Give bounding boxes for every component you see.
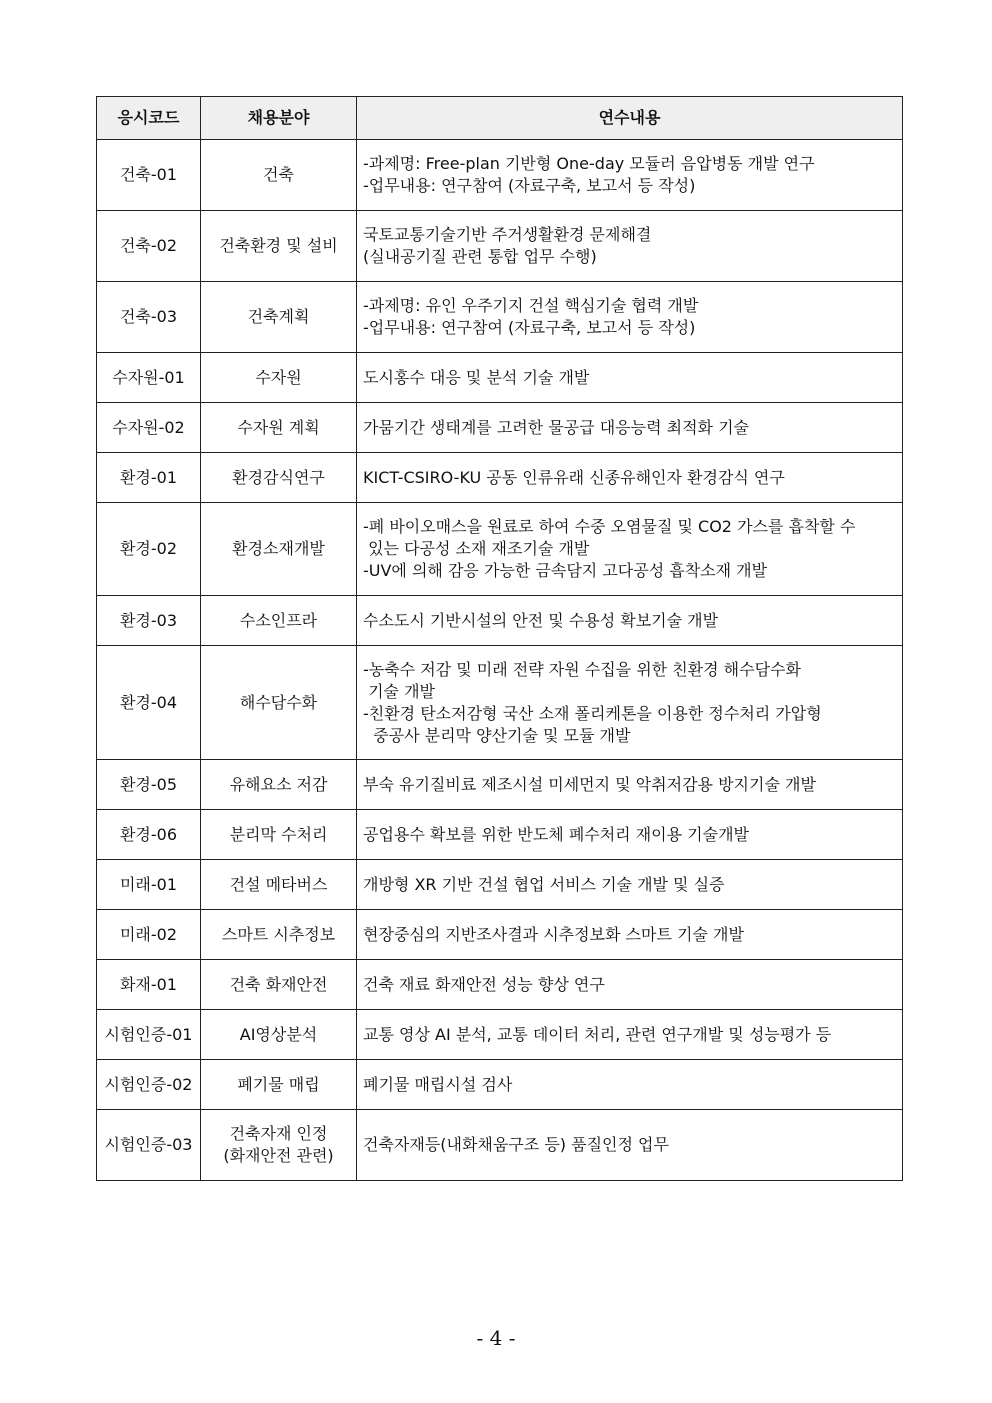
hiring-field: 건설 메타버스 bbox=[201, 860, 357, 910]
training-content: -농축수 저감 및 미래 전략 자원 수집을 위한 친환경 해수담수화 기술 개발 -친환경 탄소저감형 국산 소재 폴리케톤을 이용한 정수처리 가압형 중공사 분리막 양산기술 및 모듈 개발 bbox=[357, 646, 903, 760]
table-row bbox=[97, 1060, 903, 1110]
training-content: -폐 바이오매스을 원료로 하여 수중 오염물질 및 CO2 가스를 흡착할 수 있는 다공성 소재 재조기술 개발 -UV에 의해 감응 가능한 금속담지 고다공성 흡착소재 개발 bbox=[357, 503, 903, 596]
exam-code: 환경-02 bbox=[97, 503, 201, 596]
header-field: 채용분야 bbox=[201, 97, 357, 140]
exam-code: 환경-03 bbox=[97, 596, 201, 646]
training-content: 수소도시 기반시설의 안전 및 수용성 확보기술 개발 bbox=[357, 596, 903, 646]
training-content: 건축자재등(내화채움구조 등) 품질인정 업무 bbox=[357, 1110, 903, 1181]
table-row bbox=[97, 1110, 903, 1181]
exam-code: 미래-01 bbox=[97, 860, 201, 910]
table-row bbox=[97, 453, 903, 503]
exam-code: 환경-06 bbox=[97, 810, 201, 860]
table-row bbox=[97, 1010, 903, 1060]
table-row bbox=[97, 810, 903, 860]
training-content: -과제명: Free-plan 기반형 One-day 모듈러 음압병동 개발 연구 -업무내용: 연구참여 (자료구축, 보고서 등 작성) bbox=[357, 140, 903, 211]
hiring-field: 수소인프라 bbox=[201, 596, 357, 646]
exam-code: 건축-02 bbox=[97, 211, 201, 282]
exam-code: 수자원-02 bbox=[97, 403, 201, 453]
table-row bbox=[97, 503, 903, 596]
recruitment-table bbox=[96, 96, 903, 1181]
table-row bbox=[97, 860, 903, 910]
training-content: 폐기물 매립시설 검사 bbox=[357, 1060, 903, 1110]
training-content: 도시홍수 대응 및 분석 기술 개발 bbox=[357, 353, 903, 403]
training-content: 현장중심의 지반조사결과 시추정보화 스마트 기술 개발 bbox=[357, 910, 903, 960]
table-header-row bbox=[97, 97, 903, 140]
hiring-field: 건축계획 bbox=[201, 282, 357, 353]
training-content: 가뭄기간 생태계를 고려한 물공급 대응능력 최적화 기술 bbox=[357, 403, 903, 453]
hiring-field: 환경감식연구 bbox=[201, 453, 357, 503]
hiring-field: 해수담수화 bbox=[201, 646, 357, 760]
hiring-field: 건축자재 인정 (화재안전 관련) bbox=[201, 1110, 357, 1181]
header-content: 연수내용 bbox=[357, 97, 903, 140]
training-content: 교통 영상 AI 분석, 교통 데이터 처리, 관련 연구개발 및 성능평가 등 bbox=[357, 1010, 903, 1060]
training-content: 개방형 XR 기반 건설 협업 서비스 기술 개발 및 실증 bbox=[357, 860, 903, 910]
exam-code: 시험인증-03 bbox=[97, 1110, 201, 1181]
table-row bbox=[97, 596, 903, 646]
hiring-field: 건축 bbox=[201, 140, 357, 211]
exam-code: 건축-01 bbox=[97, 140, 201, 211]
table-row bbox=[97, 646, 903, 760]
hiring-field: 스마트 시추정보 bbox=[201, 910, 357, 960]
hiring-field: 수자원 계획 bbox=[201, 403, 357, 453]
table-row bbox=[97, 282, 903, 353]
exam-code: 미래-02 bbox=[97, 910, 201, 960]
exam-code: 화재-01 bbox=[97, 960, 201, 1010]
hiring-field: 환경소재개발 bbox=[201, 503, 357, 596]
table-row bbox=[97, 353, 903, 403]
table-row bbox=[97, 910, 903, 960]
header-code: 응시코드 bbox=[97, 97, 201, 140]
hiring-field: 분리막 수처리 bbox=[201, 810, 357, 860]
page-number: - 4 - bbox=[476, 1326, 516, 1350]
hiring-field: 건축환경 및 설비 bbox=[201, 211, 357, 282]
training-content: 공업용수 확보를 위한 반도체 폐수처리 재이용 기술개발 bbox=[357, 810, 903, 860]
training-content: 부숙 유기질비료 제조시설 미세먼지 및 악취저감용 방지기술 개발 bbox=[357, 760, 903, 810]
hiring-field: AI영상분석 bbox=[201, 1010, 357, 1060]
exam-code: 시험인증-02 bbox=[97, 1060, 201, 1110]
table-row bbox=[97, 960, 903, 1010]
hiring-field: 유해요소 저감 bbox=[201, 760, 357, 810]
exam-code: 시험인증-01 bbox=[97, 1010, 201, 1060]
training-content: -과제명: 유인 우주기지 건설 핵심기술 협력 개발 -업무내용: 연구참여 (자료구축, 보고서 등 작성) bbox=[357, 282, 903, 353]
hiring-field: 폐기물 매립 bbox=[201, 1060, 357, 1110]
table-row bbox=[97, 403, 903, 453]
training-content: 국토교통기술기반 주거생활환경 문제해결 (실내공기질 관련 통합 업무 수행) bbox=[357, 211, 903, 282]
exam-code: 수자원-01 bbox=[97, 353, 201, 403]
table-row bbox=[97, 140, 903, 211]
exam-code: 환경-01 bbox=[97, 453, 201, 503]
hiring-field: 건축 화재안전 bbox=[201, 960, 357, 1010]
training-content: KICT-CSIRO-KU 공동 인류유래 신종유해인자 환경감식 연구 bbox=[357, 453, 903, 503]
hiring-field: 수자원 bbox=[201, 353, 357, 403]
exam-code: 환경-05 bbox=[97, 760, 201, 810]
exam-code: 건축-03 bbox=[97, 282, 201, 353]
training-content: 건축 재료 화재안전 성능 향상 연구 bbox=[357, 960, 903, 1010]
table-row bbox=[97, 211, 903, 282]
exam-code: 환경-04 bbox=[97, 646, 201, 760]
table-row bbox=[97, 760, 903, 810]
